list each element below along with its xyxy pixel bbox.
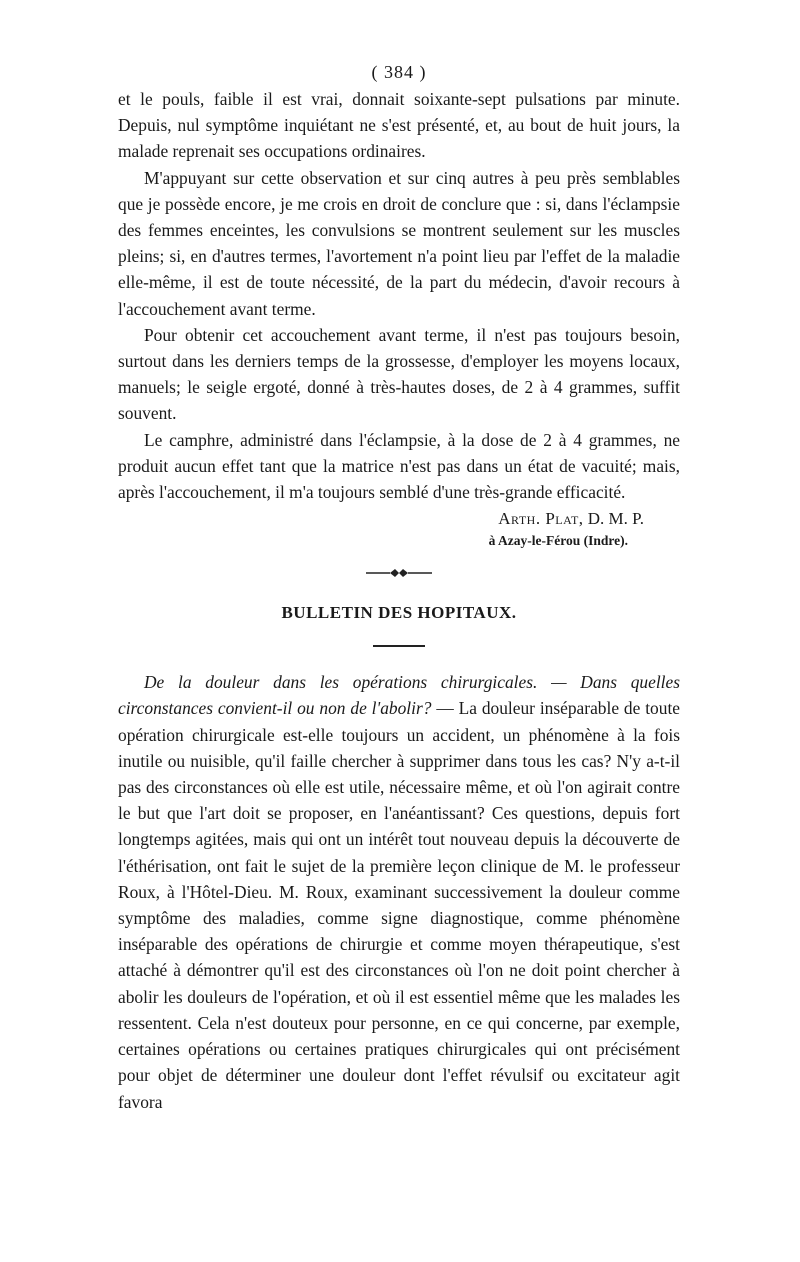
- author-name: Arth. Plat,: [498, 509, 584, 529]
- article-body: — La douleur inséparable de toute opération chirurgicale est-elle toujours un accident, un phénomène à la fois inutile ou nuisible, qu'il faille chercher à supprimer dans tous les cas? N'y a-t-il pas des circonstances où elle est utile, nécessaire même, et où l'on agirait contre le but que l'art doit se proposer, en l'anéantissant? Ces questions, depuis fort longtemps agitées, mais qui ont un intérêt tout nouveau depuis la découverte de l'éthérisation, ont fait le sujet de la première leçon clinique de M. le professeur Roux, à l'Hôtel-Dieu. M. Roux, examinant successivement la douleur comme symptôme des maladies, comme signe diagnostique, comme phénomène inséparable des opérations de chirurgie et comme moyen thérapeutique, s'est attaché à démontrer qu'il est des circonstances où l'on ne doit point chercher à abolir les douleurs de l'opération, et où il est essentiel même que les malades les ressentent. Cela n'est douteux pour personne, en ce qui concerne, par exemple, certaines opérations ou certaines pratiques chirurgicales qui ont précisément pour objet de déterminer une douleur dont l'effet révulsif ou excitateur agit favora: [118, 698, 680, 1112]
- article-paragraph: [118, 669, 680, 1114]
- paragraph-ergot: Pour obtenir cet accouchement avant terme, il n'est pas toujours besoin, surtout dans les derniers temps de la grossesse, d'employer les moyens locaux, manuels; le seigle ergoté, donné à très-hautes doses, de 2 à 4 grammes, suffit souvent.: [118, 324, 680, 424]
- author-location: à Azay-le-Férou (Indre).: [488, 533, 628, 549]
- section-rule: [373, 645, 425, 647]
- book-page: [118, 58, 680, 1115]
- paragraph-conclusion: M'appuyant sur cette observation et sur cinq autres à peu près semblables que je possède encore, je me crois en droit de conclure que : si, dans l'éclampsie des femmes enceintes, les convulsions se montrent seulement sur les muscles pleins; si, en d'autres termes, l'avortement n'a point lieu par l'effet de la maladie elle-même, il est de toute nécessité, de la part du médecin, d'avoir recours à l'accouchement avant terme.: [118, 167, 680, 319]
- author-signature: [118, 507, 680, 531]
- section-title: BULLETIN DES HOPITAUX.: [281, 603, 517, 623]
- paragraph-continuation: et le pouls, faible il est vrai, donnait soixante-sept pulsations par minute. Depuis, nul symptôme inquiétant ne s'est présenté, et, au bout de huit jours, la malade reprenait ses occupations ordinaires.: [118, 89, 680, 162]
- ornament-divider-icon: [364, 567, 434, 579]
- author-degree: D. M. P.: [587, 509, 644, 529]
- page-number: ( 384 ): [371, 62, 427, 82]
- article-title: De la douleur dans les opérations chirurgicales. — Dans quelles circonstances convient-il ou non de l'abolir?: [118, 672, 680, 719]
- paragraph-camphor: Le camphre, administré dans l'éclampsie, à la dose de 2 à 4 grammes, ne produit aucun effet tant que la matrice n'est pas dans un état de vacuité; mais, après l'accouchement, il m'a toujours semblé d'une très-grande efficacité.: [118, 429, 680, 503]
